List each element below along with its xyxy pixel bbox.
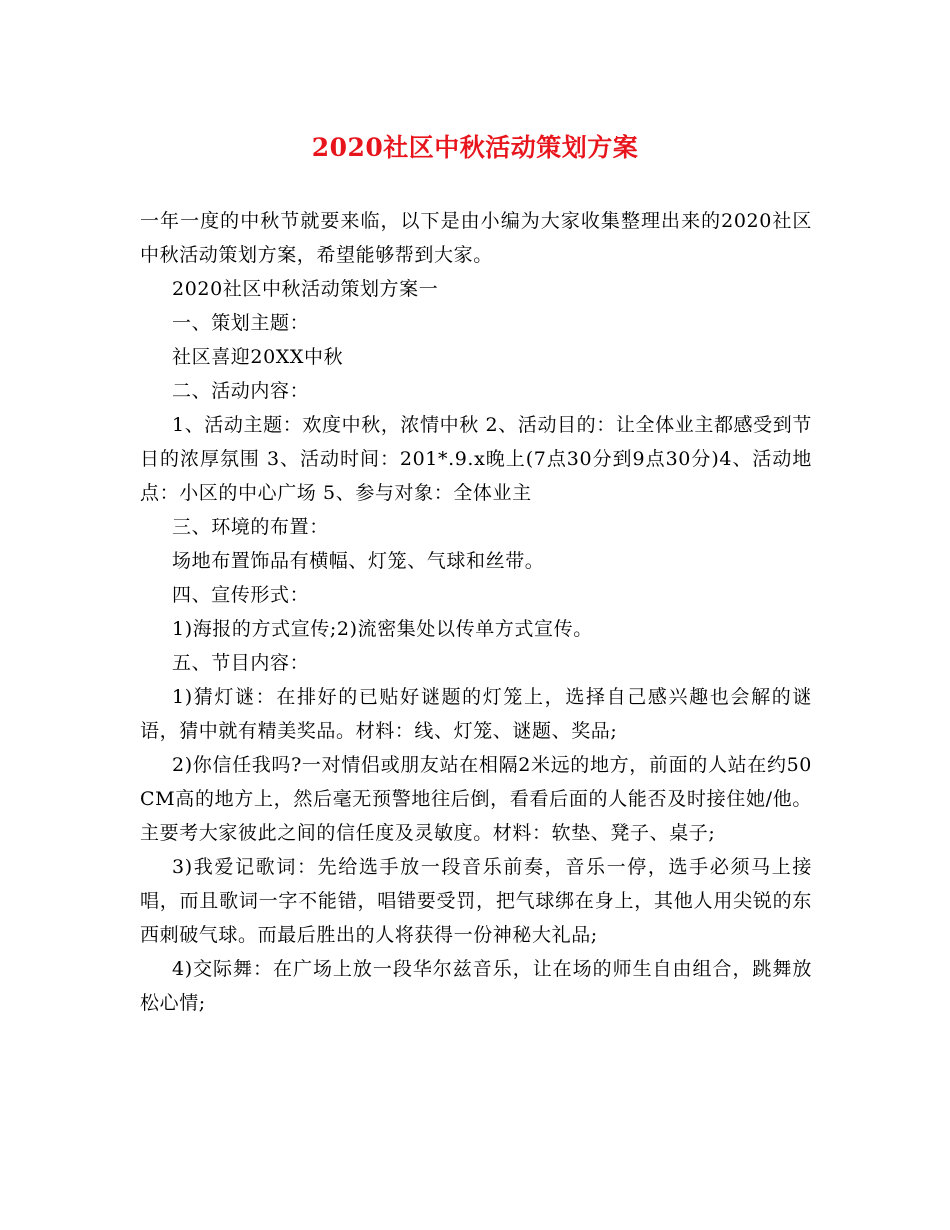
document-body xyxy=(140,204,812,1020)
paragraph: 五、节目内容： xyxy=(172,652,310,674)
paragraph: 场地布置饰品有横幅、灯笼、气球和丝带。 xyxy=(172,550,545,572)
paragraph: 2020社区中秋活动策划方案一 xyxy=(172,278,439,300)
paragraph: 4)交际舞：在广场上放一段华尔兹音乐，让在场的师生自由组合，跳舞放松心情; xyxy=(140,958,812,1014)
paragraph: 一年一度的中秋节就要来临，以下是由小编为大家收集整理出来的2020社区中秋活动策划方案，希望能够帮到大家。 xyxy=(140,210,812,266)
paragraph: 社区喜迎20XX中秋 xyxy=(172,346,344,368)
document-title: 2020社区中秋活动策划方案 xyxy=(311,133,639,162)
paragraph: 3)我爱记歌词：先给选手放一段音乐前奏，音乐一停，选手必须马上接唱，而且歌词一字不能错，唱错要受罚，把气球绑在身上，其他人用尖锐的东西刺破气球。而最后胜出的人将获得一份神秘大礼品; xyxy=(140,856,812,946)
paragraph: 四、宣传形式： xyxy=(172,584,310,606)
paragraph: 三、环境的布置： xyxy=(172,516,329,538)
paragraph: 2)你信任我吗?一对情侣或朋友站在相隔2米远的地方，前面的人站在约50CM高的地方上，然后毫无预警地往后倒，看看后面的人能否及时接住她/他。主要考大家彼此之间的信任度及灵敏度。材料：软垫、凳子、桌子; xyxy=(140,754,812,844)
paragraph: 1、活动主题：欢度中秋，浓情中秋 2、活动目的：让全体业主都感受到节日的浓厚氛围 3、活动时间：201*.9.x晚上(7点30分到9点30分)4、活动地点：小区的中心广场 5、参与对象：全体业主 xyxy=(140,414,812,504)
paragraph: 1)海报的方式宣传;2)流密集处以传单方式宣传。 xyxy=(172,618,593,640)
paragraph: 1)猜灯谜：在排好的已贴好谜题的灯笼上，选择自己感兴趣也会解的谜语，猜中就有精美奖品。材料：线、灯笼、谜题、奖品; xyxy=(140,686,812,742)
paragraph: 一、策划主题： xyxy=(172,312,310,334)
paragraph: 二、活动内容： xyxy=(172,380,310,402)
